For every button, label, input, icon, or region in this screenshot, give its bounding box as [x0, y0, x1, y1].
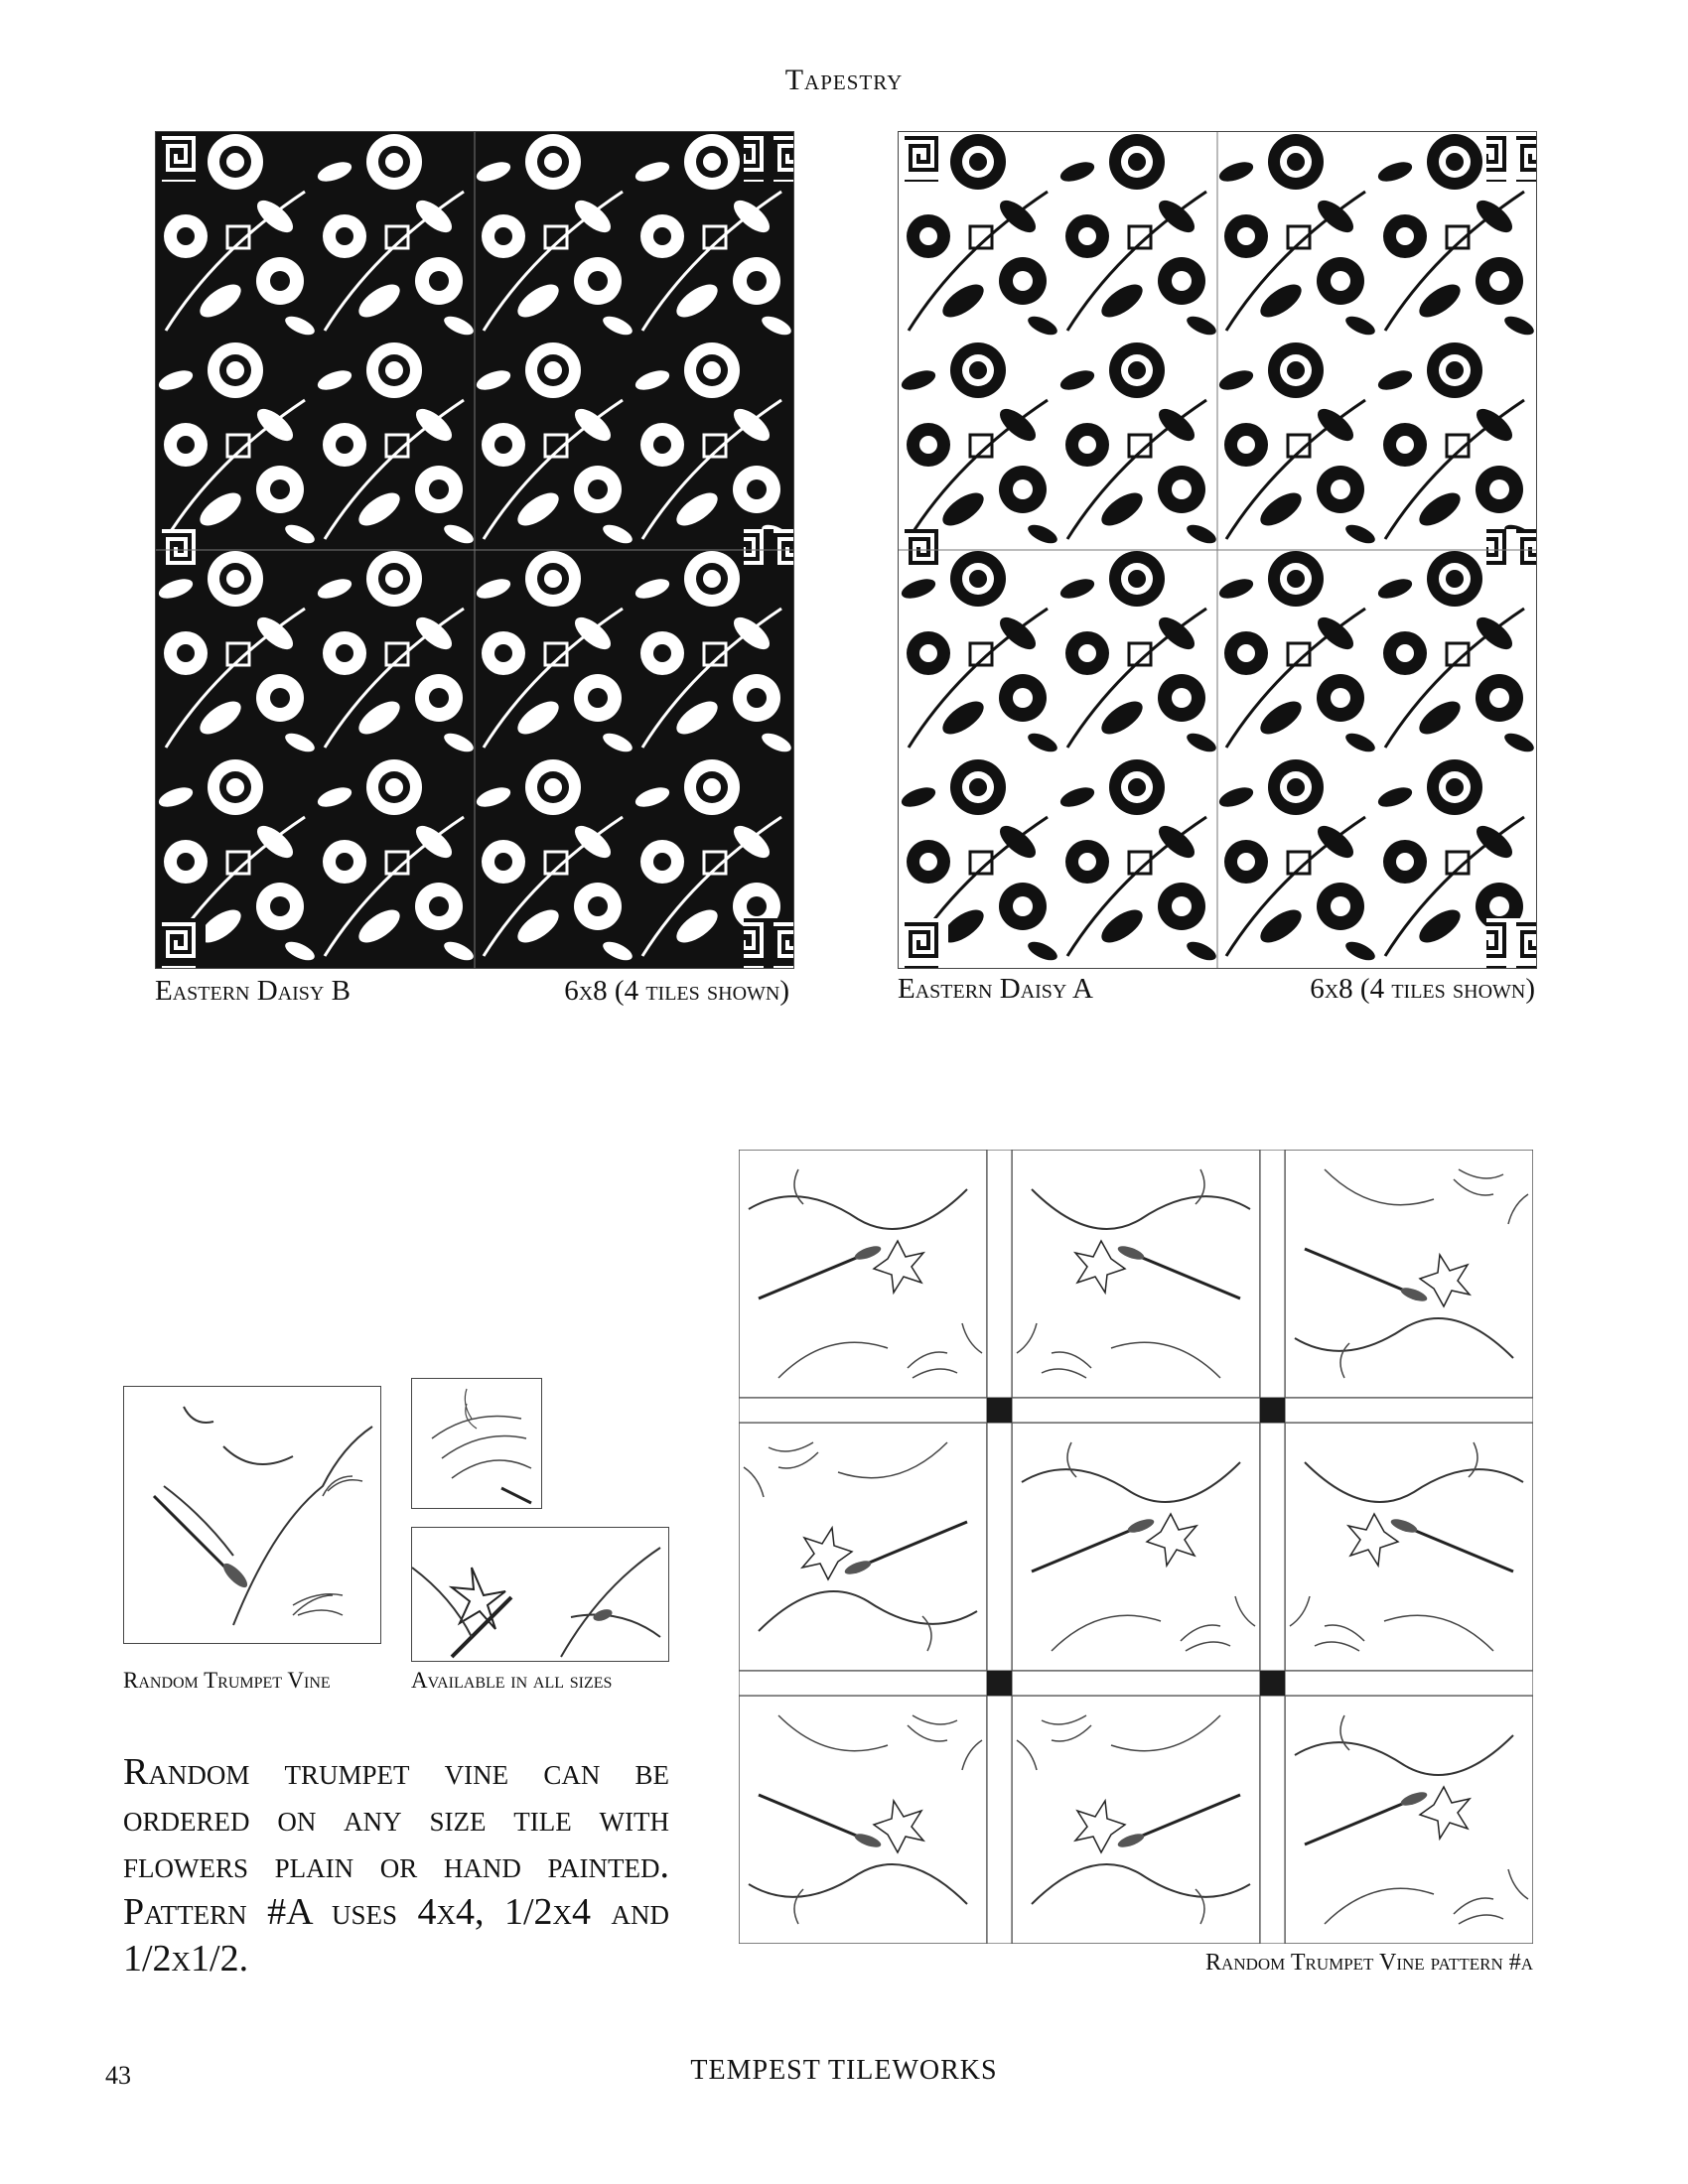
- vine-sample-half: [411, 1527, 669, 1662]
- vine-caption-right: Available in all sizes: [411, 1668, 613, 1693]
- vine-caption-left: Random Trumpet Vine: [123, 1668, 331, 1693]
- eastern-daisy-a-size: 6x8 (4 tiles shown): [1310, 973, 1535, 1005]
- vine-sample-large: [123, 1386, 381, 1644]
- eastern-daisy-a-image: [898, 131, 1537, 969]
- eastern-daisy-a-name: Eastern Daisy A: [898, 973, 1093, 1005]
- vine-description: Random trumpet vine can be ordered on any size tile with flowers plain or hand painted. Pattern #A uses 4x4, 1/2x4 and 1/2x1/2.: [123, 1751, 669, 1979]
- eastern-daisy-b-image: [155, 131, 794, 969]
- eastern-daisy-b-pattern: [156, 132, 793, 968]
- eastern-daisy-b-name: Eastern Daisy B: [155, 975, 351, 1007]
- page-title: Tapestry: [784, 64, 904, 96]
- footer-company: TEMPEST TILEWORKS: [690, 2055, 998, 2086]
- page-number: 43: [105, 2061, 131, 2090]
- vine-pattern-caption: Random Trumpet Vine pattern #a: [1205, 1950, 1533, 1976]
- eastern-daisy-a-pattern: [899, 132, 1536, 968]
- vine-pattern-grid: [739, 1150, 1533, 1944]
- vine-sample-small: [411, 1378, 542, 1509]
- vine-pattern-svg: [739, 1150, 1533, 1944]
- eastern-daisy-b-size: 6x8 (4 tiles shown): [564, 975, 789, 1007]
